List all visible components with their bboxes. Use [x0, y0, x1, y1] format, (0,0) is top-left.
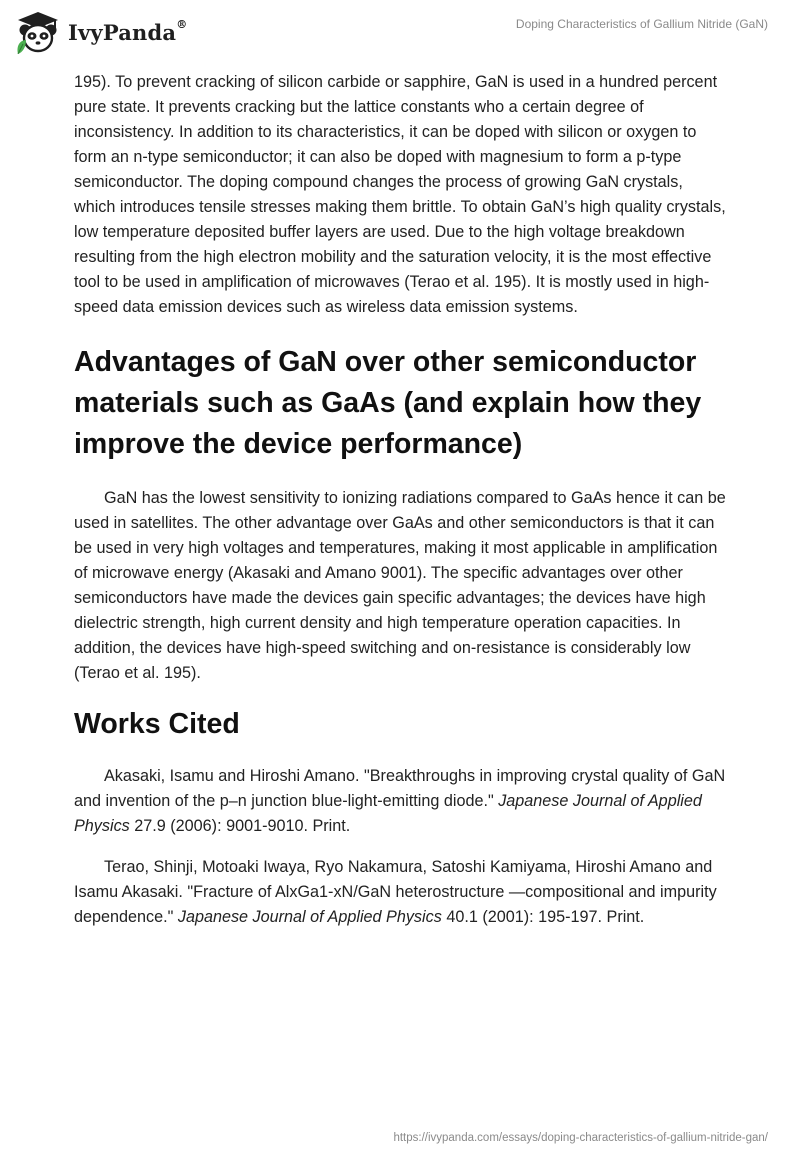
intro-paragraph: 195). To prevent cracking of silicon carbide or sapphire, GaN is used in a hundred percent pure state. It prevents cracking but the lattice constants who a certain degree of inconsistency. In addition to its characteristics, it can be doped with silicon or oxygen to form an n-type semiconductor; it can also be doped with magnesium to form a p-type semiconductor. The doping compound changes the process of growing GaN crystals, which introduces tensile stresses making them brittle. To obtain GaN’s high quality crystals, low temperature deposited buffer layers are used. Due to the high voltage breakdown resulting from the high electron mobility and the saturation velocity, it is the most effective tool to be used in amplification of microwaves (Terao et al. 195). It is mostly used in high-speed data emission devices such as wireless data emission systems. — [74, 73, 726, 316]
advantages-paragraph: GaN has the lowest sensitivity to ionizing radiations compared to GaAs hence it can be used in satellites. The other advantage over GaAs and other semiconductors is that it can be used in very high voltages and temperatures, making it most applicable in amplification of microwave energy (Akasaki and Amano 9001). The specific advantages over other semiconductors have made the devices gain specific advantages; the devices have high dielectric strength, high current density and high temperature operation capacities. In addition, the devices have high-speed switching and on-resistance is considerably low (Terao et al. 195). — [74, 489, 726, 682]
citation-terao: Terao, Shinji, Motoaki Iwaya, Ryo Nakamura, Satoshi Kamiyama, Hiroshi Amano and Isamu Akasaki. "Fracture of AlxGa1-xN/GaN heterostructure —compositional and impurity dependence." Japanese Journal of Applied Physics 40.1 (2001): 195-197. Print. — [74, 858, 717, 926]
source-url[interactable]: https://ivypanda.com/essays/doping-characteristics-of-gallium-nitride-gan/ — [393, 1132, 768, 1144]
citation-akasaki: Akasaki, Isamu and Hiroshi Amano. "Breakthroughs in improving crystal quality of GaN and invention of the p–n junction blue-light-emitting diode." Japanese Journal of Applied Physics 27.9 (2006): 9001-9010. Print. — [74, 767, 726, 835]
essay-body — [74, 70, 728, 946]
ivypanda-logo[interactable] — [14, 10, 187, 54]
panda-icon — [14, 10, 62, 54]
running-title: Doping Characteristics of Gallium Nitride (GaN) — [515, 17, 768, 31]
works-cited-heading: Works Cited — [74, 708, 240, 740]
brand-name: IvyPanda® — [68, 17, 188, 45]
page-header — [0, 0, 800, 64]
advantages-heading: Advantages of GaN over other semiconductor materials such as GaAs (and explain how they improve the device performance) — [74, 346, 702, 460]
